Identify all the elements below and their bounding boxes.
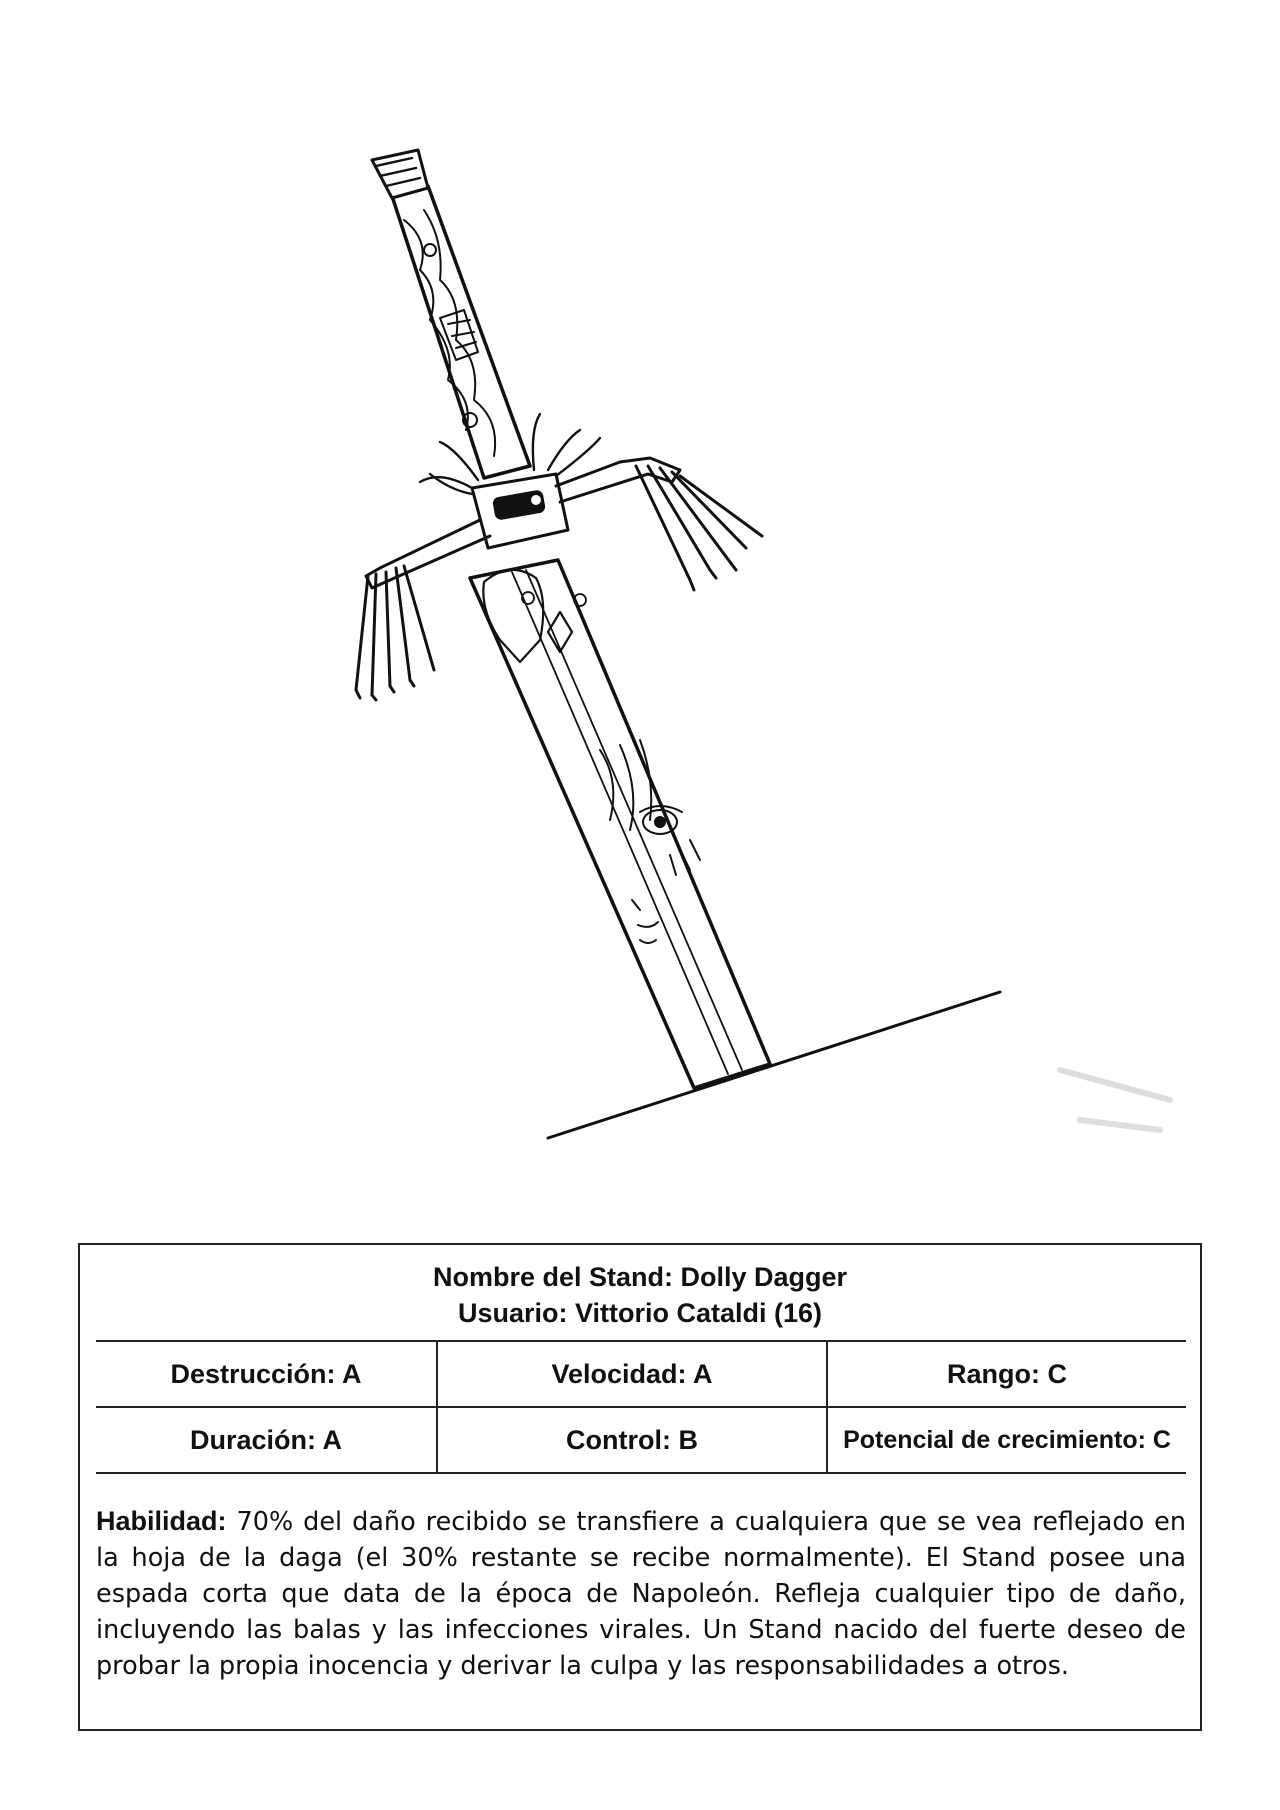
stat-velocidad: Velocidad: A xyxy=(437,1341,827,1407)
ground-line xyxy=(548,992,1000,1138)
stat-potencial: Potencial de crecimiento: C xyxy=(827,1407,1186,1473)
stat-control: Control: B xyxy=(437,1407,827,1473)
stat-duracion: Duración: A xyxy=(96,1407,437,1473)
stats-table xyxy=(96,1340,1186,1474)
pommel xyxy=(372,150,428,198)
guard-right-arm xyxy=(556,458,680,502)
card-header xyxy=(80,1259,1200,1331)
handle xyxy=(392,186,530,478)
ability-text: 70% del daño recibido se transfiere a cualquiera que se vea reflejado en la hoja de la daga (el 30% restante se recibe normalmente). El Stand posee una espada corta que data de la época de Napoleón. Refleja cualquier tipo de daño, incluyendo las balas y las infecciones virales. Un Stand nacido del fuerte deseo de probar la propia inocencia y derivar la culpa y las responsabilidades a otros. xyxy=(96,1507,1186,1681)
stat-rango: Rango: C xyxy=(827,1341,1186,1407)
ability-description xyxy=(96,1503,1186,1684)
ability-label: Habilidad: xyxy=(96,1506,227,1536)
stat-destruccion: Destrucción: A xyxy=(96,1341,437,1407)
stand-name: Nombre del Stand: Dolly Dagger xyxy=(432,1262,848,1292)
stand-user: Usuario: Vittorio Cataldi (16) xyxy=(457,1298,823,1328)
stand-stat-card xyxy=(78,1243,1202,1731)
stats-row xyxy=(96,1407,1186,1473)
stats-row xyxy=(96,1341,1186,1407)
